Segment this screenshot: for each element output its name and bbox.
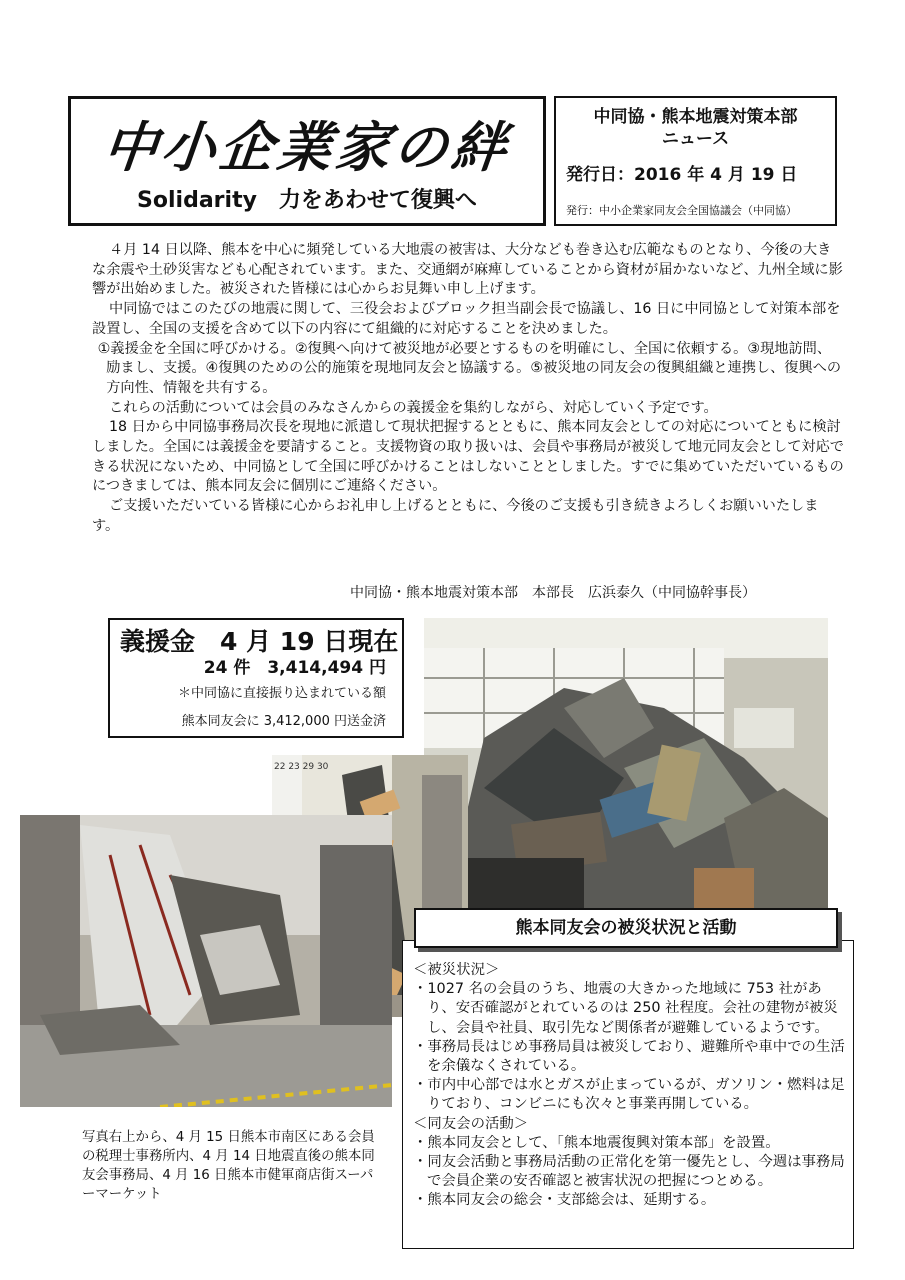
issue-date: 発行日：2016 年 4 月 19 日 [566, 165, 798, 185]
damage-item: ・市内中心部では水とガスが止まっているが、ガソリン・燃料は足りており、コンビニにも次々と事業再開している。 [413, 1077, 845, 1113]
donation-box [108, 618, 404, 738]
activity-item: ・熊本同友会として、「熊本地震復興対策本部」を設置。 [413, 1134, 780, 1151]
damage-item: ・事務局長はじめ事務局員は被災しており、避難所や車中での生活を余儀なくされている。 [413, 1038, 845, 1075]
damage-heading: ＜被災状況＞ [413, 962, 500, 978]
status-box [402, 940, 854, 1249]
body-paragraph: ご支援いただいている皆様に心からお礼申し上げるとともに、今後のご支援も引き続きよろしくお願いいたします。 [92, 498, 819, 534]
issuer-org [556, 106, 835, 150]
donation-count: 24 件 3,414,494 円 [203, 658, 386, 678]
office-photo-image [424, 618, 828, 910]
publisher: 発行：中小企業家同友会全国協議会（中同協） [566, 204, 797, 217]
damage-item: ・1027 名の会員のうち、地震の大きかった地域に 753 社があり、安否確認がとれているのは 250 社程度。会社の建物が被災し、会員や社員、取引先など関係者が避難しているようです。 [413, 981, 838, 1036]
body-paragraph: これらの活動については会員のみなさんからの義援金を集約しながら、対応していく予定です。 [109, 399, 718, 416]
issuer-line2: ニュース [661, 129, 730, 149]
calendar-numbers: 22 23 29 30 [274, 762, 329, 772]
photo-caption: 写真右上から、4 月 15 日熊本市南区にある会員の税理士事務所内、4 月 14 日地震直後の熊本同友会事務局、4 月 16 日熊本市健軍商店街スーパーマーケット [82, 1130, 375, 1202]
signature: 中同協・熊本地震対策本部 本部長 広浜泰久（中同協幹事長） [350, 585, 756, 601]
newsletter-subtitle: Solidarity 力をあわせて復興へ [137, 188, 477, 213]
donation-sent: 熊本同友会に 3,412,000 円送金済 [181, 714, 386, 729]
issue-info-box [554, 96, 837, 226]
body-text [92, 241, 844, 537]
body-paragraph: 18 日から中同協事務局次長を現地に派遣して現状把握するとともに、熊本同友会としての対応についてともに検討しました。全国には義援金を要請すること。支援物資の取り扱いは、会員や事務局が被災して地元同友会として対応できる状況にないため、中同協として全国に呼びかけることはしないこととしました。すでに集めていただいているものにつきましては、熊本同友会に個別にご連絡ください。 [92, 419, 844, 495]
issuer-line1: 中同協・熊本地震対策本部 [593, 107, 798, 127]
newsletter-title: 中小企業家の絆 [100, 116, 513, 179]
donation-title: 義援金 4 月 19 日現在 [120, 627, 399, 656]
donation-note: ＊中同協に直接振り込まれている額 [177, 686, 386, 701]
photo-office-damage [424, 618, 828, 910]
body-paragraph-list: ①義援金を全国に呼びかける。②復興へ向けて被災地が必要とするものを明確にし、全国に依頼する。③現地訪問、励まし、支援。④復興のための公的施策を現地同友会と協議する。⑤被災地の同友会の復興組織と連携し、復興への方向性、情報を共有する。 [97, 340, 842, 396]
masthead-box [68, 96, 546, 226]
activity-item: ・熊本同友会の総会・支部総会は、延期する。 [413, 1192, 716, 1209]
activity-heading: ＜同友会の活動＞ [413, 1115, 529, 1132]
body-paragraph: 中同協ではこのたびの地震に関して、三役会およびブロック担当副会長で協議し、16 日に中同協として対策本部を設置し、全国の支援を含めて以下の内容にて組織的に対応することを決めました。 [92, 301, 841, 337]
street-photo-image [20, 815, 392, 1107]
status-title: 熊本同友会の被災状況と活動 [414, 908, 838, 948]
photo-street-damage [20, 815, 392, 1107]
body-paragraph: ４月 14 日以降、熊本を中心に頻発している大地震の被害は、大分なども巻き込む広範なものとなり、今後の大きな余震や土砂災害なども心配されています。また、交通網が麻痺していることから資材が届かないなど、九州全域に影響が出始めました。被災された皆様には心からお見舞い申し上げます。 [92, 242, 843, 298]
activity-item: ・同友会活動と事務局活動の正常化を第一優先とし、今週は事務局で会員企業の安否確認と被害状況の把握につとめる。 [413, 1154, 845, 1190]
status-content [413, 961, 849, 1211]
